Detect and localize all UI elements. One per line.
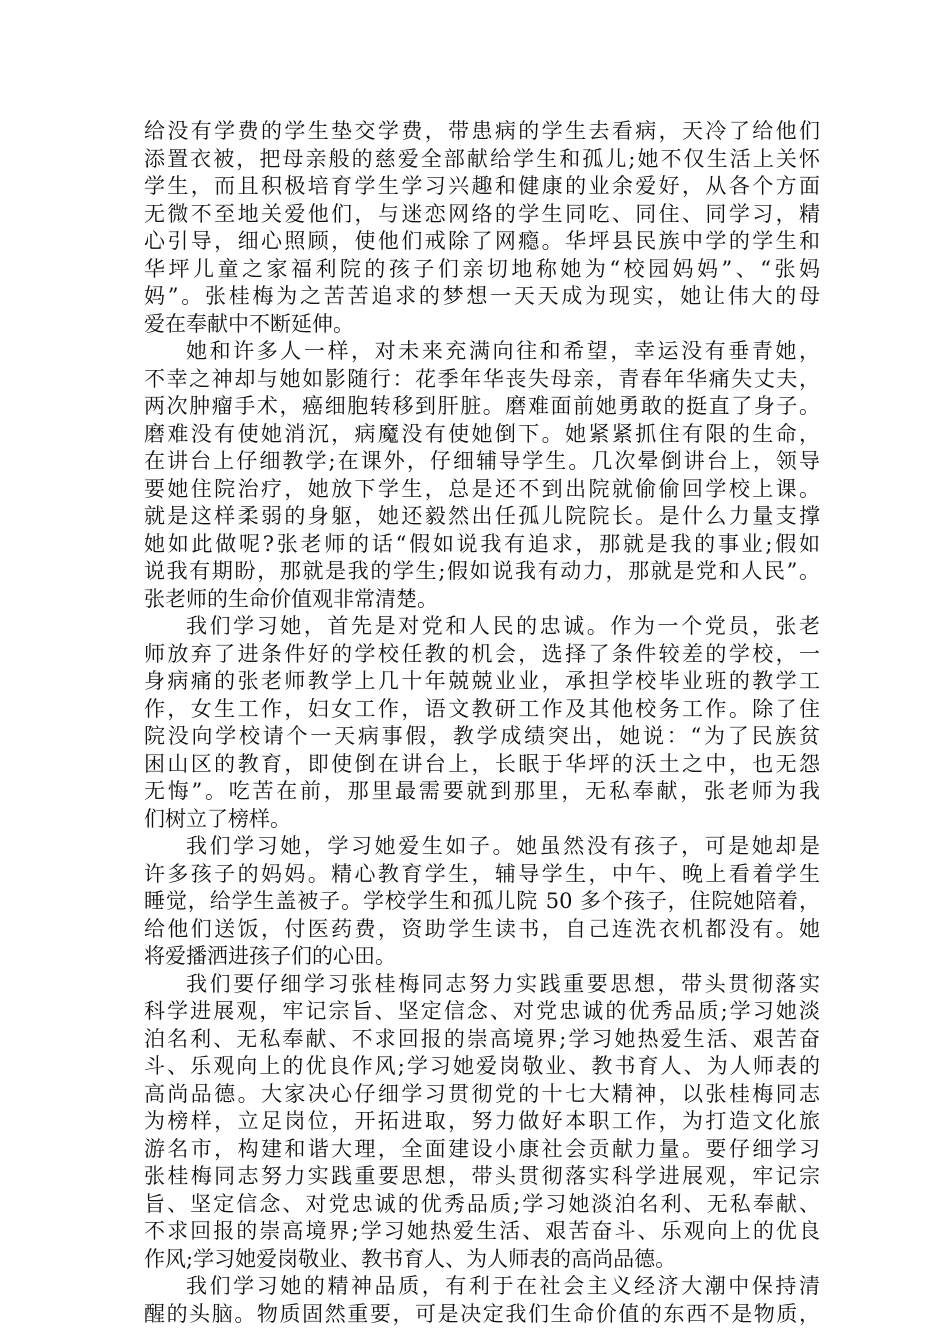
text-line: 张老师的生命价值观非常清楚。: [144, 586, 438, 611]
text-line: 作，女生工作，妇女工作，语文教研工作及其他校务工作。除了住: [144, 696, 820, 721]
text-line: 添置衣被，把母亲般的慈爱全部献给学生和孤儿;她不仅生活上关怀: [144, 146, 820, 171]
text-line: 无悔”。吃苦在前，那里最需要就到那里，无私奉献，张老师为我: [144, 779, 820, 803]
text-line: 在讲台上仔细教学;在课外，仔细辅导学生。几次晕倒讲台上，领导: [144, 449, 820, 473]
text-line: 我们学习她的精神品质，有利于在社会主义经济大潮中保持清: [186, 1274, 820, 1298]
text-line: 她和许多人一样，对未来充满向往和希望，幸运没有垂青她，: [186, 339, 820, 363]
text-line: 给他们送饭，付医药费，资助学生读书，自己连洗衣机都没有。她: [144, 916, 820, 941]
text-line: 斗、乐观向上的优良作风;学习她爱岗敬业、教书育人、为人师表的: [144, 1054, 820, 1078]
text-line: 游名市，构建和谐大理，全面建设小康社会贡献力量。要仔细学习: [144, 1136, 820, 1161]
text-line: 就是这样柔弱的身躯，她还毅然出任孤儿院院长。是什么力量支撑: [144, 504, 820, 528]
text-line: 妈”。张桂梅为之苦苦追求的梦想一天天成为现实，她让伟大的母: [144, 284, 820, 308]
text-line: 爱在奉献中不断延伸。: [144, 311, 354, 336]
text-line: 无微不至地关爱他们，与迷恋网络的学生同吃、同住、同学习，精: [144, 201, 820, 226]
text-line: 身病痛的张老师教学上几十年兢兢业业，承担学校毕业班的教学工: [144, 669, 820, 693]
text-line: 不幸之神却与她如影随行：花季年华丧失母亲，青春年华痛失丈夫，: [144, 366, 820, 391]
text-line: 我们学习她，学习她爱生如子。她虽然没有孩子，可是她却是: [186, 834, 820, 858]
text-line: 学生，而且积极培育学生学习兴趣和健康的业余爱好，从各个方面: [144, 174, 820, 198]
text-line: 她如此做呢?张老师的话“假如说我有追求，那就是我的事业;假如: [144, 531, 820, 556]
text-line: 们树立了榜样。: [144, 806, 291, 831]
text-line: 睡觉，给学生盖被子。学校学生和孤儿院 50 多个孩子，住院她陪着，: [144, 889, 820, 913]
text-line: 将爱播洒进孩子们的心田。: [144, 944, 396, 968]
text-line: 许多孩子的妈妈。精心教育学生，辅导学生，中午、晚上看着学生: [144, 861, 820, 886]
text-line: 要她住院治疗，她放下学生，总是还不到出院就偷偷回学校上课。: [144, 476, 820, 501]
text-line: 科学进展观，牢记宗旨、坚定信念、对党忠诚的优秀品质;学习她淡: [144, 999, 820, 1023]
text-line: 我们学习她，首先是对党和人民的忠诚。作为一个党员，张老: [186, 614, 820, 638]
text-line: 心引导，细心照顾，使他们戒除了网瘾。华坪县民族中学的学生和: [144, 229, 820, 253]
text-line: 张桂梅同志努力实践重要思想，带头贯彻落实科学进展观，牢记宗: [144, 1164, 820, 1188]
text-line: 两次肿瘤手术，癌细胞转移到肝脏。磨难面前她勇敢的挺直了身子。: [144, 394, 820, 418]
text-line: 说我有期盼，那就是我的学生;假如说我有动力，那就是党和人民”。: [144, 559, 820, 583]
text-line: 磨难没有使她消沉，病魔没有使她倒下。她紧紧抓住有限的生命，: [144, 421, 820, 446]
text-line: 我们要仔细学习张桂梅同志努力实践重要思想，带头贯彻落实: [186, 971, 820, 996]
text-line: 给没有学费的学生垫交学费，带患病的学生去看病，天冷了给他们: [144, 119, 820, 143]
text-line: 高尚品德。大家决心仔细学习贯彻党的十七大精神，以张桂梅同志: [144, 1081, 820, 1106]
document-body: [144, 118, 820, 1328]
text-line: 华坪儿童之家福利院的孩子们亲切地称她为“校园妈妈”、“张妈: [144, 256, 820, 281]
text-line: 困山区的教育，即使倒在讲台上，长眠于华坪的沃土之中，也无怨: [144, 751, 820, 776]
text-line: 不求回报的崇高境界;学习她热爱生活、艰苦奋斗、乐观向上的优良: [144, 1219, 820, 1243]
text-line: 泊名利、无私奉献、不求回报的崇高境界;学习她热爱生活、艰苦奋: [144, 1026, 820, 1051]
text-line: 旨、坚定信念、对党忠诚的优秀品质;学习她淡泊名利、无私奉献、: [144, 1191, 820, 1216]
text-line: 醒的头脑。物质固然重要，可是决定我们生命价值的东西不是物质，: [144, 1301, 820, 1326]
text-line: 师放弃了进条件好的学校任教的机会，选择了条件较差的学校，一: [144, 641, 820, 666]
text-line: 作风;学习她爱岗敬业、教书育人、为人师表的高尚品德。: [144, 1246, 677, 1271]
text-line: 院没向学校请个一天病事假，教学成绩突出，她说：“为了民族贫: [144, 724, 820, 748]
text-line: 为榜样，立足岗位，开拓进取，努力做好本职工作，为打造文化旅: [144, 1109, 820, 1133]
